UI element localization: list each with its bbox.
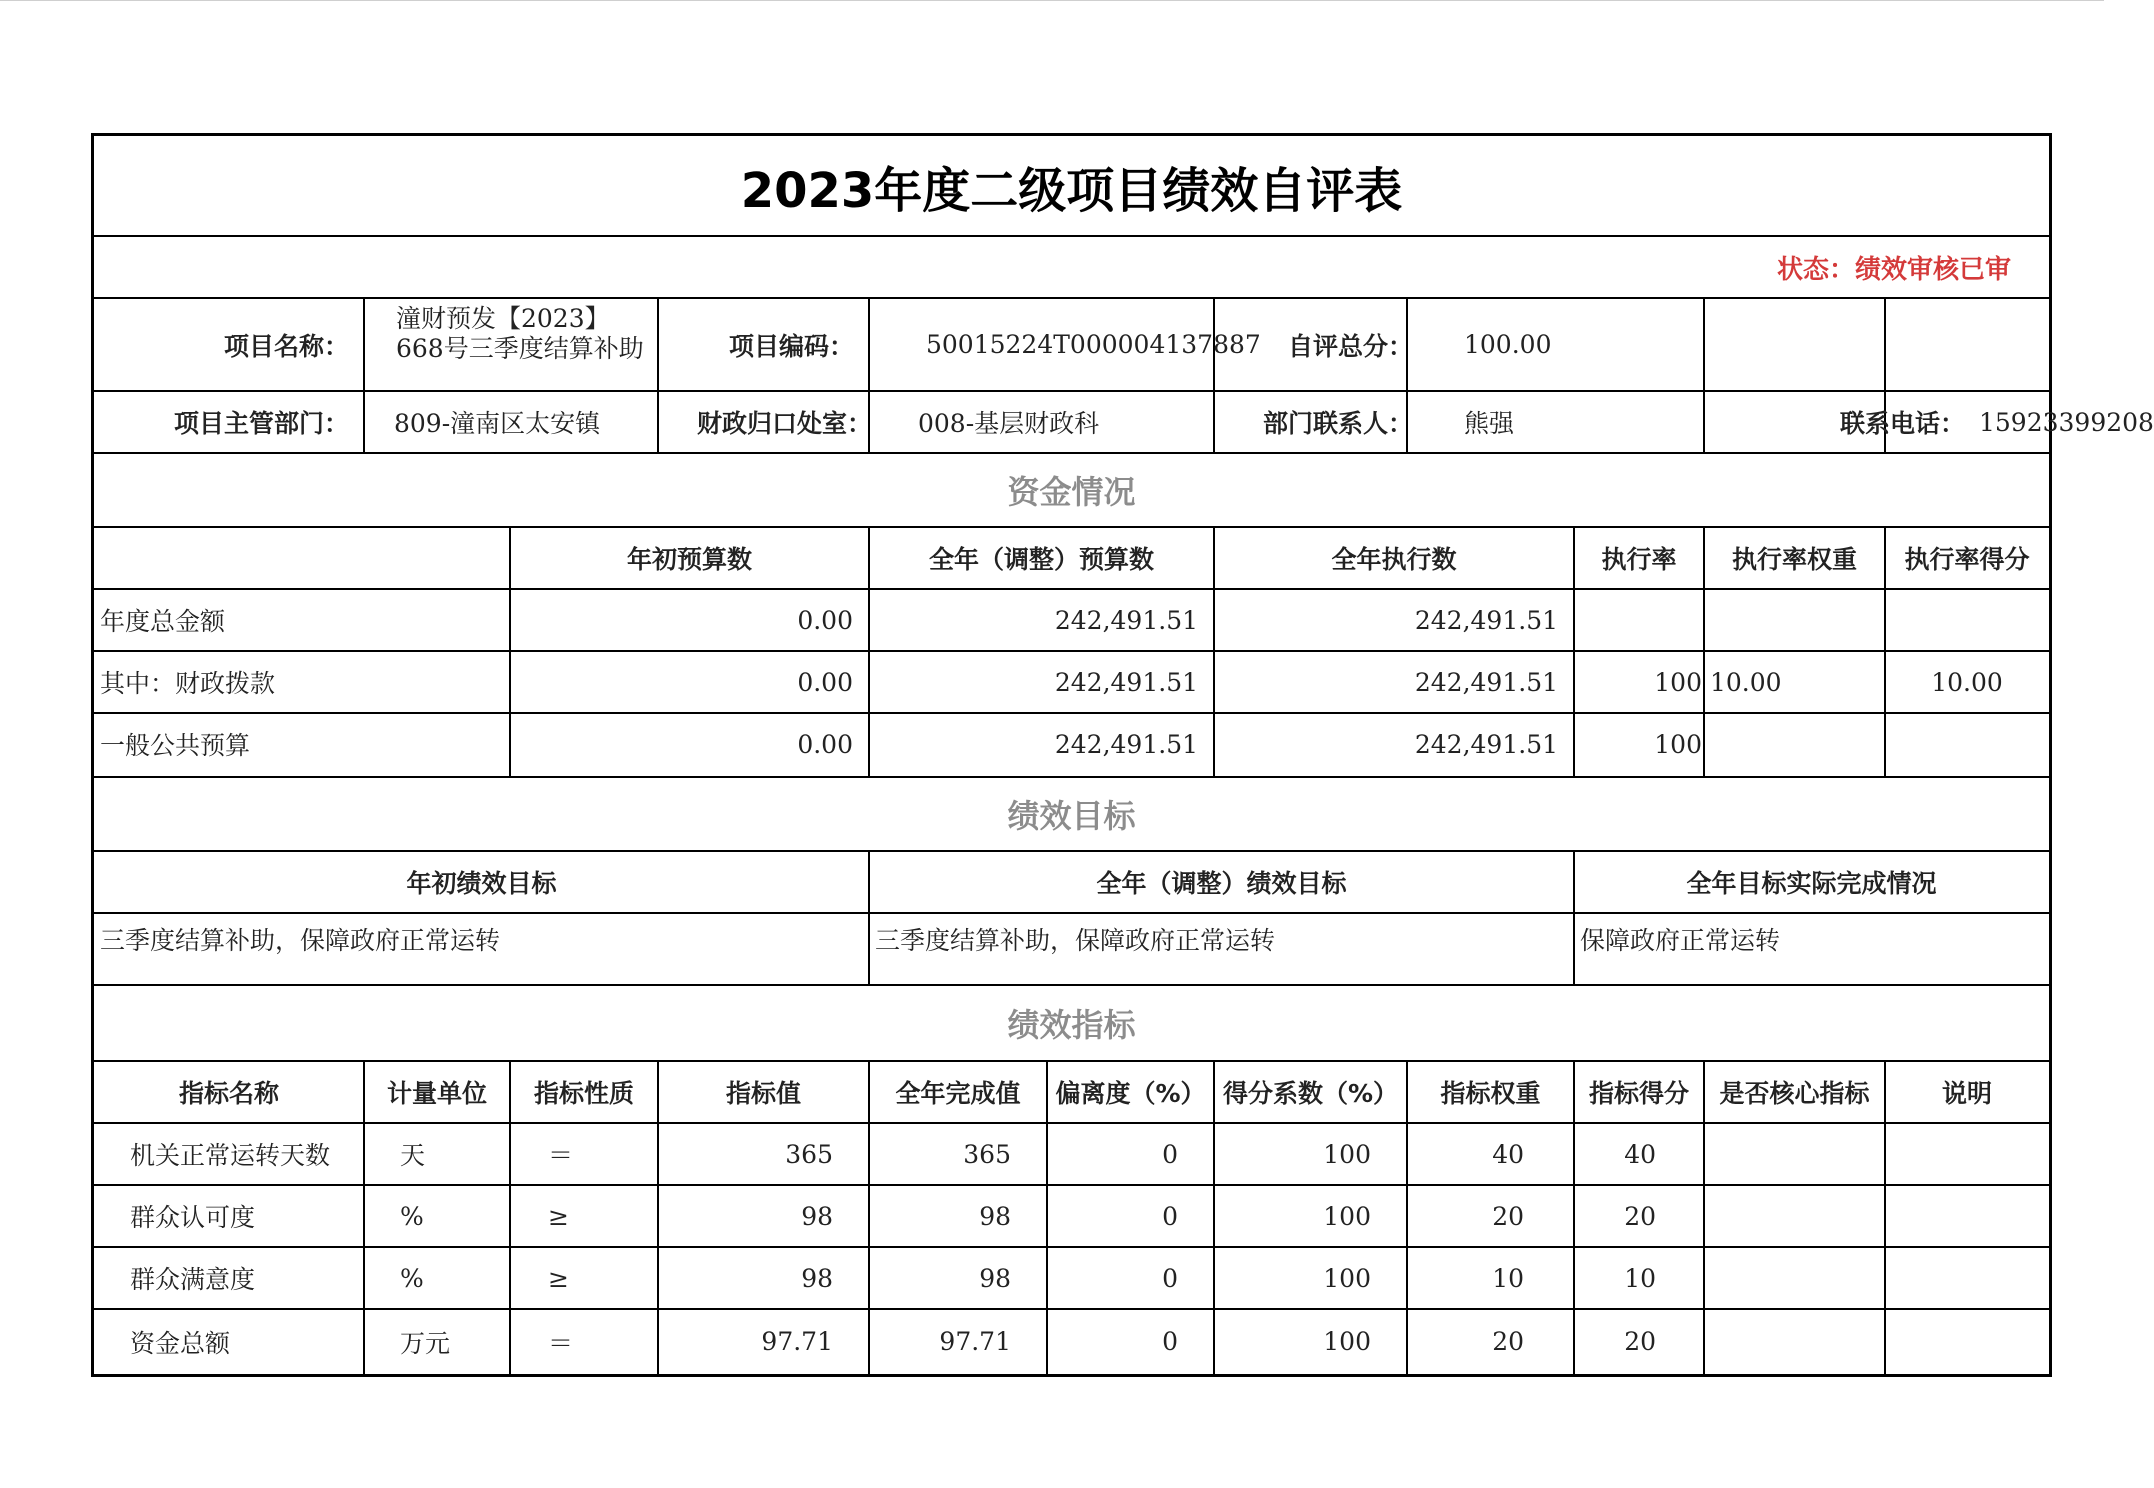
goal-header-adjusted: 全年（调整）绩效目标 <box>1096 869 1347 898</box>
fund-cell-initial: 0.00 <box>797 605 853 635</box>
ind-cell-core <box>1704 1123 1885 1185</box>
ind-cell-score: 10 <box>1624 1263 1656 1293</box>
sheet-title: 2023年度二级项目绩效自评表 <box>740 162 1403 219</box>
fund-cell-executed: 242,491.51 <box>1414 667 1558 697</box>
finance-office-label: 财政归口处室： <box>696 409 872 438</box>
ind-cell-nature: ＝ <box>548 1141 574 1170</box>
ind-cell-core <box>1704 1247 1885 1309</box>
ind-header-name: 指标名称 <box>178 1079 279 1108</box>
ind-header-target: 指标值 <box>725 1079 801 1108</box>
department-value: 809-潼南区太安镇 <box>394 409 601 438</box>
goal-header-actual: 全年目标实际完成情况 <box>1686 869 1937 898</box>
fund-cell-executed: 242,491.51 <box>1414 605 1558 635</box>
ind-header-deviation: 偏离度（%） <box>1055 1079 1206 1108</box>
ind-header-unit: 计量单位 <box>386 1079 487 1108</box>
fund-row-label: 其中：财政拨款 <box>100 669 276 698</box>
ind-header-weight: 指标权重 <box>1440 1079 1541 1108</box>
ind-cell-unit: % <box>400 1201 424 1231</box>
fund-cell-weight <box>1704 589 1885 651</box>
self-score-label: 自评总分： <box>1287 331 1413 361</box>
fund-cell-score <box>1885 589 2049 651</box>
goal-initial-text: 三季度结算补助，保障政府正常运转 <box>100 926 501 955</box>
ind-cell-coef: 100 <box>1323 1263 1371 1293</box>
ind-cell-unit: % <box>400 1263 424 1293</box>
ind-cell-coef: 100 <box>1323 1139 1371 1169</box>
fund-row-label: 年度总金额 <box>100 607 226 636</box>
fund-cell-rate <box>1574 589 1704 651</box>
ind-cell-score: 40 <box>1624 1139 1656 1169</box>
ind-cell-coef: 100 <box>1323 1201 1371 1231</box>
fund-cell-executed: 242,491.51 <box>1414 729 1558 759</box>
fund-header-rate: 执行率 <box>1601 545 1677 574</box>
fund-cell-weight <box>1704 713 1885 775</box>
ind-cell-dev: 0 <box>1162 1201 1178 1231</box>
ind-cell-note <box>1885 1185 2049 1247</box>
fund-header-initial: 年初预算数 <box>626 545 752 574</box>
ind-cell-dev: 0 <box>1162 1139 1178 1169</box>
ind-cell-done: 97.71 <box>939 1327 1011 1356</box>
ind-header-score: 指标得分 <box>1588 1079 1689 1108</box>
ind-cell-core <box>1704 1185 1885 1247</box>
ind-header-coefficient: 得分系数（%） <box>1222 1079 1399 1108</box>
phone-value: 15923399208 <box>1979 407 2154 437</box>
ind-cell-unit: 天 <box>400 1141 426 1170</box>
ind-cell-target: 365 <box>785 1139 833 1169</box>
indicators-section-title: 绩效指标 <box>1007 1006 1136 1044</box>
ind-cell-score: 20 <box>1624 1327 1656 1356</box>
ind-cell-note <box>1885 1123 2049 1185</box>
ind-header-nature: 指标性质 <box>533 1079 634 1108</box>
ind-header-note: 说明 <box>1941 1079 1992 1108</box>
fund-header-adjusted: 全年（调整）预算数 <box>928 545 1154 574</box>
ind-header-done: 全年完成值 <box>895 1079 1021 1108</box>
ind-cell-nature: ≥ <box>548 1263 569 1293</box>
fund-cell-initial: 0.00 <box>797 667 853 697</box>
ind-header-core: 是否核心指标 <box>1719 1079 1870 1108</box>
ind-cell-done: 98 <box>979 1263 1011 1293</box>
evaluation-sheet <box>91 133 2154 1377</box>
page-top-border <box>0 0 2104 1</box>
ind-cell-coef: 100 <box>1323 1327 1371 1356</box>
fund-cell-adjusted: 242,491.51 <box>1054 605 1198 635</box>
goal-header-initial: 年初绩效目标 <box>406 869 557 898</box>
fund-cell-score <box>1885 713 2049 775</box>
ind-cell-done: 365 <box>963 1139 1011 1169</box>
goal-actual-text: 保障政府正常运转 <box>1580 926 1781 955</box>
ind-cell-nature: ＝ <box>548 1328 574 1358</box>
ind-cell-name: 资金总额 <box>130 1328 231 1358</box>
funds-section-title: 资金情况 <box>1007 473 1136 511</box>
phone-label: 联系电话： <box>1839 409 1965 438</box>
fund-cell-rate: 100 <box>1654 729 1702 759</box>
ind-cell-weight: 20 <box>1492 1327 1524 1356</box>
project-name-value: 潼财预发【2023】668号三季度结算补助 <box>396 304 644 363</box>
ind-cell-core <box>1704 1309 1885 1374</box>
fund-cell-adjusted: 242,491.51 <box>1054 667 1198 697</box>
goal-adjusted-text: 三季度结算补助，保障政府正常运转 <box>875 926 1276 955</box>
ind-cell-dev: 0 <box>1162 1327 1178 1356</box>
ind-cell-target: 98 <box>801 1201 833 1231</box>
ind-cell-target: 98 <box>801 1263 833 1293</box>
ind-cell-weight: 40 <box>1492 1139 1524 1169</box>
fund-header-weight: 执行率权重 <box>1731 545 1857 574</box>
ind-cell-name: 群众满意度 <box>130 1265 256 1294</box>
contact-person-label: 部门联系人： <box>1262 409 1413 438</box>
fund-cell-adjusted: 242,491.51 <box>1054 729 1198 759</box>
project-code-label: 项目编码： <box>728 331 854 361</box>
fund-row-label: 一般公共预算 <box>100 731 251 760</box>
goals-section-title: 绩效目标 <box>1007 797 1136 835</box>
contact-person-value: 熊强 <box>1464 409 1515 438</box>
fund-header-score: 执行率得分 <box>1904 545 2030 574</box>
ind-cell-done: 98 <box>979 1201 1011 1231</box>
ind-cell-name: 机关正常运转天数 <box>130 1141 331 1170</box>
project-code-value: 50015224T000004137887 <box>926 330 1261 359</box>
fund-cell-initial: 0.00 <box>797 729 853 759</box>
ind-cell-weight: 20 <box>1492 1201 1524 1231</box>
ind-cell-unit: 万元 <box>400 1328 451 1358</box>
status-badge: 状态：绩效审核已审 <box>1776 254 2011 285</box>
project-name-label: 项目名称： <box>223 331 349 361</box>
department-label: 项目主管部门： <box>173 409 349 438</box>
fund-cell-weight: 10.00 <box>1710 667 1782 697</box>
finance-office-value: 008-基层财政科 <box>918 409 1100 438</box>
ind-cell-weight: 10 <box>1492 1263 1524 1293</box>
ind-cell-note <box>1885 1309 2049 1374</box>
ind-cell-dev: 0 <box>1162 1263 1178 1293</box>
fund-header-executed: 全年执行数 <box>1331 545 1457 574</box>
ind-cell-score: 20 <box>1624 1201 1656 1231</box>
fund-cell-score: 10.00 <box>1931 667 2003 697</box>
ind-cell-name: 群众认可度 <box>130 1203 256 1232</box>
ind-cell-target: 97.71 <box>761 1327 833 1356</box>
fund-cell-rate: 100 <box>1654 667 1702 697</box>
self-score-value: 100.00 <box>1464 330 1552 359</box>
ind-cell-note <box>1885 1247 2049 1309</box>
ind-cell-nature: ≥ <box>548 1201 569 1231</box>
